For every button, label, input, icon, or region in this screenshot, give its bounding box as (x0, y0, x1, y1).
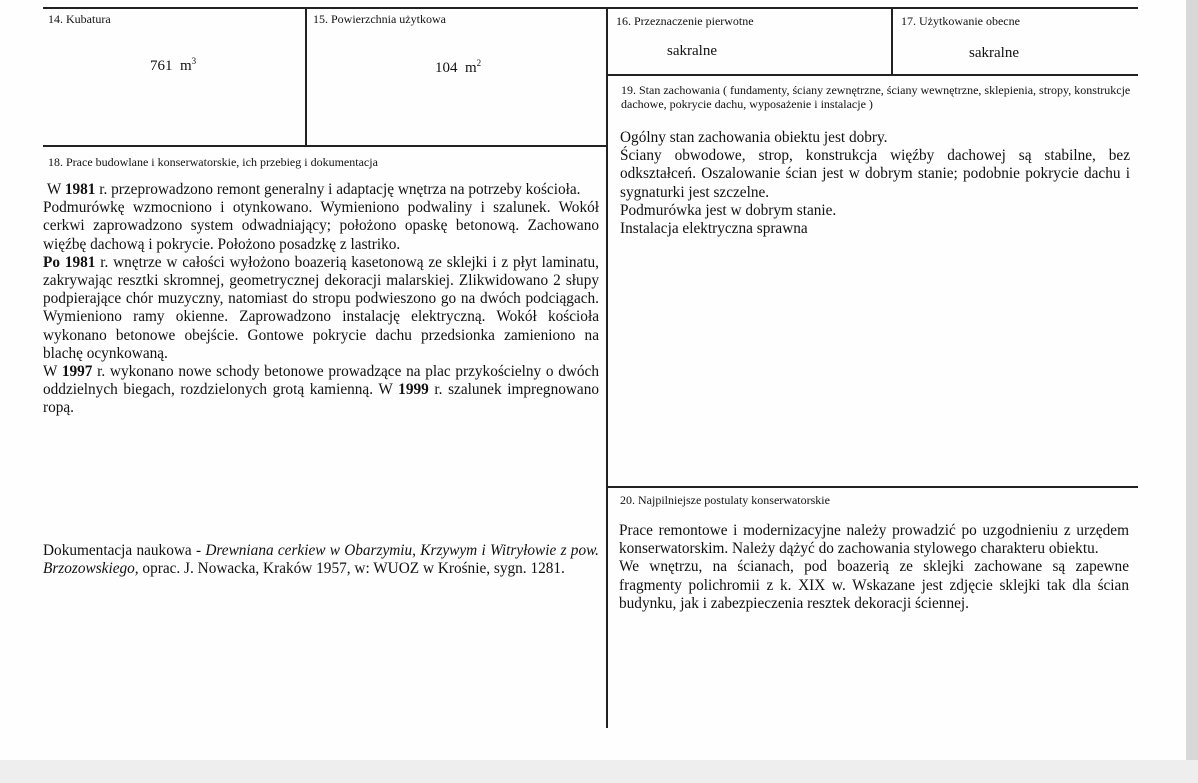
p4-year-1: 1997 (61, 363, 93, 381)
doc-prefix: Dokumentacja naukowa - (43, 542, 206, 559)
documentation-line (43, 542, 599, 578)
field-18-documentation (43, 542, 599, 578)
field-18-label: 18. Prace budowlane i konserwatorskie, ich przebieg i dokumentacja (48, 155, 378, 169)
p3-text: r. wnętrze w całości wyłożono boazerią kasetonową ze sklejki i z płyt laminatu, zakrywając resztki skromnej, geometrycznej dekoracji malarskiej. Zlikwidowano 2 słupy podpierające chór muzyczny, natomiast do stropu podwieszono go na dwóch podciągach. Wymieniono ramy okienne. Zaprowadzono instalację elektryczną. Wokół kościoła wykonano betonowe obejście. Gontowe pokrycie dachu przedsionka zamieniono na blachę ocynkowaną. (43, 253, 599, 362)
divider-14-15 (305, 8, 307, 146)
kubatura-unit: m (180, 58, 192, 74)
rule-above-19 (607, 74, 1138, 76)
field-14-value (150, 56, 196, 75)
doc-suffix: oprac. J. Nowacka, Kraków 1957, w: WUOZ w Krośnie, sygn. 1281. (138, 560, 565, 578)
p1-prefix: W (46, 181, 65, 198)
field-15-label: 15. Powierzchnia użytkowa (313, 12, 446, 26)
field-19-line-1: Ogólny stan zachowania obiektu jest dobry. (620, 129, 888, 146)
p4-prefix: W (43, 363, 62, 381)
field-18-content (43, 181, 599, 418)
field-15-value (435, 58, 481, 77)
field-18-paragraph-2: Podmurówkę wzmocniono i otynkowano. Wymieniono podwaliny i szalunek. Wokół cerkwi zaprowadzono system odwadniający; położono opaskę betonową. Zachowano więźbę dachową i pokrycie. Położono posadzkę z lastriko. (43, 199, 599, 253)
field-20-paragraph-1: Prace remontowe i modernizacyjne należy prowadzić po uzgodnieniu z urzędem konserwatorskim. Należy dążyć do zachowania stylowego charakteru obiektu. (619, 522, 1129, 558)
area-unit: m (465, 60, 477, 76)
field-18-paragraph-4 (43, 363, 599, 418)
rule-above-20 (607, 486, 1138, 488)
rule-above-18 (43, 145, 606, 147)
field-16-value: sakralne (667, 43, 717, 59)
field-19-content (620, 129, 1130, 238)
field-17-label: 17. Użytkowanie obecne (901, 14, 1020, 28)
field-16-label: 16. Przeznaczenie pierwotne (616, 14, 754, 28)
area-number: 104 (435, 60, 458, 76)
p4-text-1: r. wykonano nowe schody betonowe prowadzące na plac przykościelny o dwóch oddzielnych biegach, rozdzielonych grotą kamienną. W (43, 363, 599, 399)
field-20-label: 20. Najpilniejsze postulaty konserwatorskie (620, 493, 830, 507)
field-18-paragraph-1 (43, 181, 599, 199)
scan-bottom (0, 760, 1198, 783)
p1-year: 1981 (64, 181, 96, 198)
p1-text: r. przeprowadzono remont generalny i adaptację wnętrza na potrzeby kościoła. (95, 181, 581, 198)
field-14-label: 14. Kubatura (48, 12, 111, 26)
field-19-line-4: Instalacja elektryczna sprawna (620, 220, 808, 238)
main-divider (606, 8, 608, 728)
field-20-content (619, 522, 1129, 613)
field-19-line-2: Ściany obwodowe, strop, konstrukcja więźby dachowej są stabilne, bez odkształceń. Oszalowanie ścian jest w dobrym stanie; podobnie pokrycie dachu i sygnaturki jest szczelne. (620, 147, 1130, 201)
doc-title: Drewniana cerkiew w Obarzymiu, Krzywym i Witryłowie z pow. Brzozowskiego, (43, 542, 599, 578)
kubatura-number: 761 (150, 58, 173, 74)
field-19-line-3: Podmurówka jest w dobrym stanie. (620, 201, 837, 219)
field-18-paragraph-3 (43, 254, 599, 363)
p3-year: Po 1981 (43, 253, 96, 271)
field-17-value: sakralne (969, 45, 1019, 61)
kubatura-unit-exponent: 3 (191, 56, 197, 66)
p4-year-2: 1999 (398, 381, 429, 399)
top-rule (43, 7, 1138, 9)
scan-edge (1186, 0, 1198, 783)
divider-16-17 (891, 8, 893, 74)
p4-text-2: r. szalunek impregnowano ropą. (43, 381, 599, 417)
field-19-label: 19. Stan zachowania ( fundamenty, ściany zewnętrzne, ściany wewnętrzne, sklepienia, stropy, konstrukcje dachowe, pokrycie dachu, wyposażenie i instalacje ) (621, 83, 1131, 111)
area-unit-exponent: 2 (476, 58, 482, 68)
field-20-paragraph-2: We wnętrzu, na ścianach, pod boazerią ze sklejki zachowane są zapewne fragmenty polichromii z k. XIX w. Wskazane jest zdjęcie sklejki tak dla ścian budynku, jak i zabezpieczenia resztek dekoracji ściennej. (619, 558, 1129, 612)
